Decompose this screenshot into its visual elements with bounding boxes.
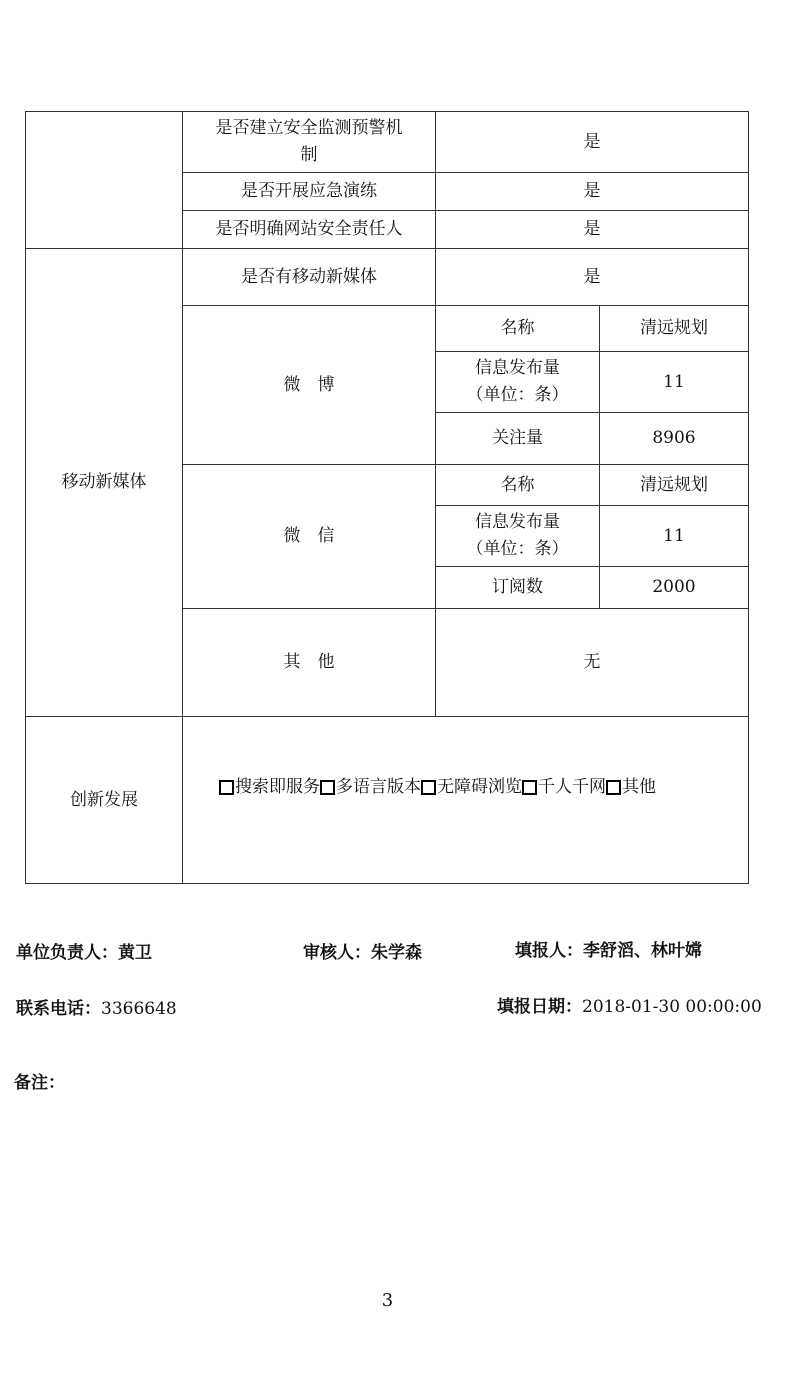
- report-table: [25, 111, 749, 884]
- has-media-label: 是否有移动新媒体: [183, 249, 436, 306]
- security-label-cell: 是否明确网站安全责任人: [183, 211, 436, 249]
- empty-section-cell: [26, 112, 183, 249]
- wechat-sub-value: 2000: [600, 567, 749, 609]
- table-row: [26, 112, 749, 173]
- option-accessibility[interactable]: 无障碍浏览: [421, 777, 522, 797]
- wechat-sub-label: 订阅数: [436, 567, 600, 609]
- weibo-count-value: 11: [600, 352, 749, 413]
- innovation-options: [183, 717, 749, 884]
- weibo-name-label: 名称: [436, 306, 600, 352]
- reviewer: 审核人：朱学森: [303, 943, 422, 963]
- option-search-service[interactable]: 搜索即服务: [219, 777, 320, 797]
- wechat-count-label: 信息发布量（单位：条）: [436, 506, 600, 567]
- weibo-follow-label: 关注量: [436, 413, 600, 465]
- other-value: 无: [436, 609, 749, 717]
- security-value-cell: 是: [436, 112, 749, 173]
- remark-label: 备注：: [14, 1073, 65, 1093]
- has-media-value: 是: [436, 249, 749, 306]
- checkbox-icon[interactable]: [606, 780, 621, 795]
- option-multilanguage[interactable]: 多语言版本: [320, 777, 421, 797]
- mobile-section-label: 移动新媒体: [26, 249, 183, 717]
- other-label: 其 他: [183, 609, 436, 717]
- security-label-cell: 是否开展应急演练: [183, 173, 436, 211]
- weibo-follow-value: 8906: [600, 413, 749, 465]
- checkbox-icon[interactable]: [219, 780, 234, 795]
- contact-phone: 联系电话：3366648: [16, 999, 177, 1019]
- security-value-cell: 是: [436, 211, 749, 249]
- checkbox-icon[interactable]: [320, 780, 335, 795]
- innovation-label: 创新发展: [26, 717, 183, 884]
- unit-head: 单位负责人：黄卫: [16, 943, 152, 963]
- checkbox-icon[interactable]: [522, 780, 537, 795]
- table-row: [26, 717, 749, 884]
- checkbox-icon[interactable]: [421, 780, 436, 795]
- table-row: [26, 249, 749, 306]
- wechat-label: 微 信: [183, 465, 436, 609]
- wechat-count-value: 11: [600, 506, 749, 567]
- weibo-count-label: 信息发布量（单位：条）: [436, 352, 600, 413]
- weibo-name-value: 清远规划: [600, 306, 749, 352]
- option-personalized[interactable]: 千人千网: [522, 777, 606, 797]
- security-label-cell: 是否建立安全监测预警机制: [183, 112, 436, 173]
- filler: 填报人：李舒滔、林叶嫦: [515, 941, 702, 961]
- wechat-name-value: 清远规划: [600, 465, 749, 506]
- security-value-cell: 是: [436, 173, 749, 211]
- weibo-label: 微 博: [183, 306, 436, 465]
- page-number: 3: [381, 1290, 394, 1311]
- wechat-name-label: 名称: [436, 465, 600, 506]
- option-other[interactable]: 其他: [606, 777, 656, 797]
- fill-date: 填报日期：2018-01-30 00:00:00: [497, 997, 762, 1017]
